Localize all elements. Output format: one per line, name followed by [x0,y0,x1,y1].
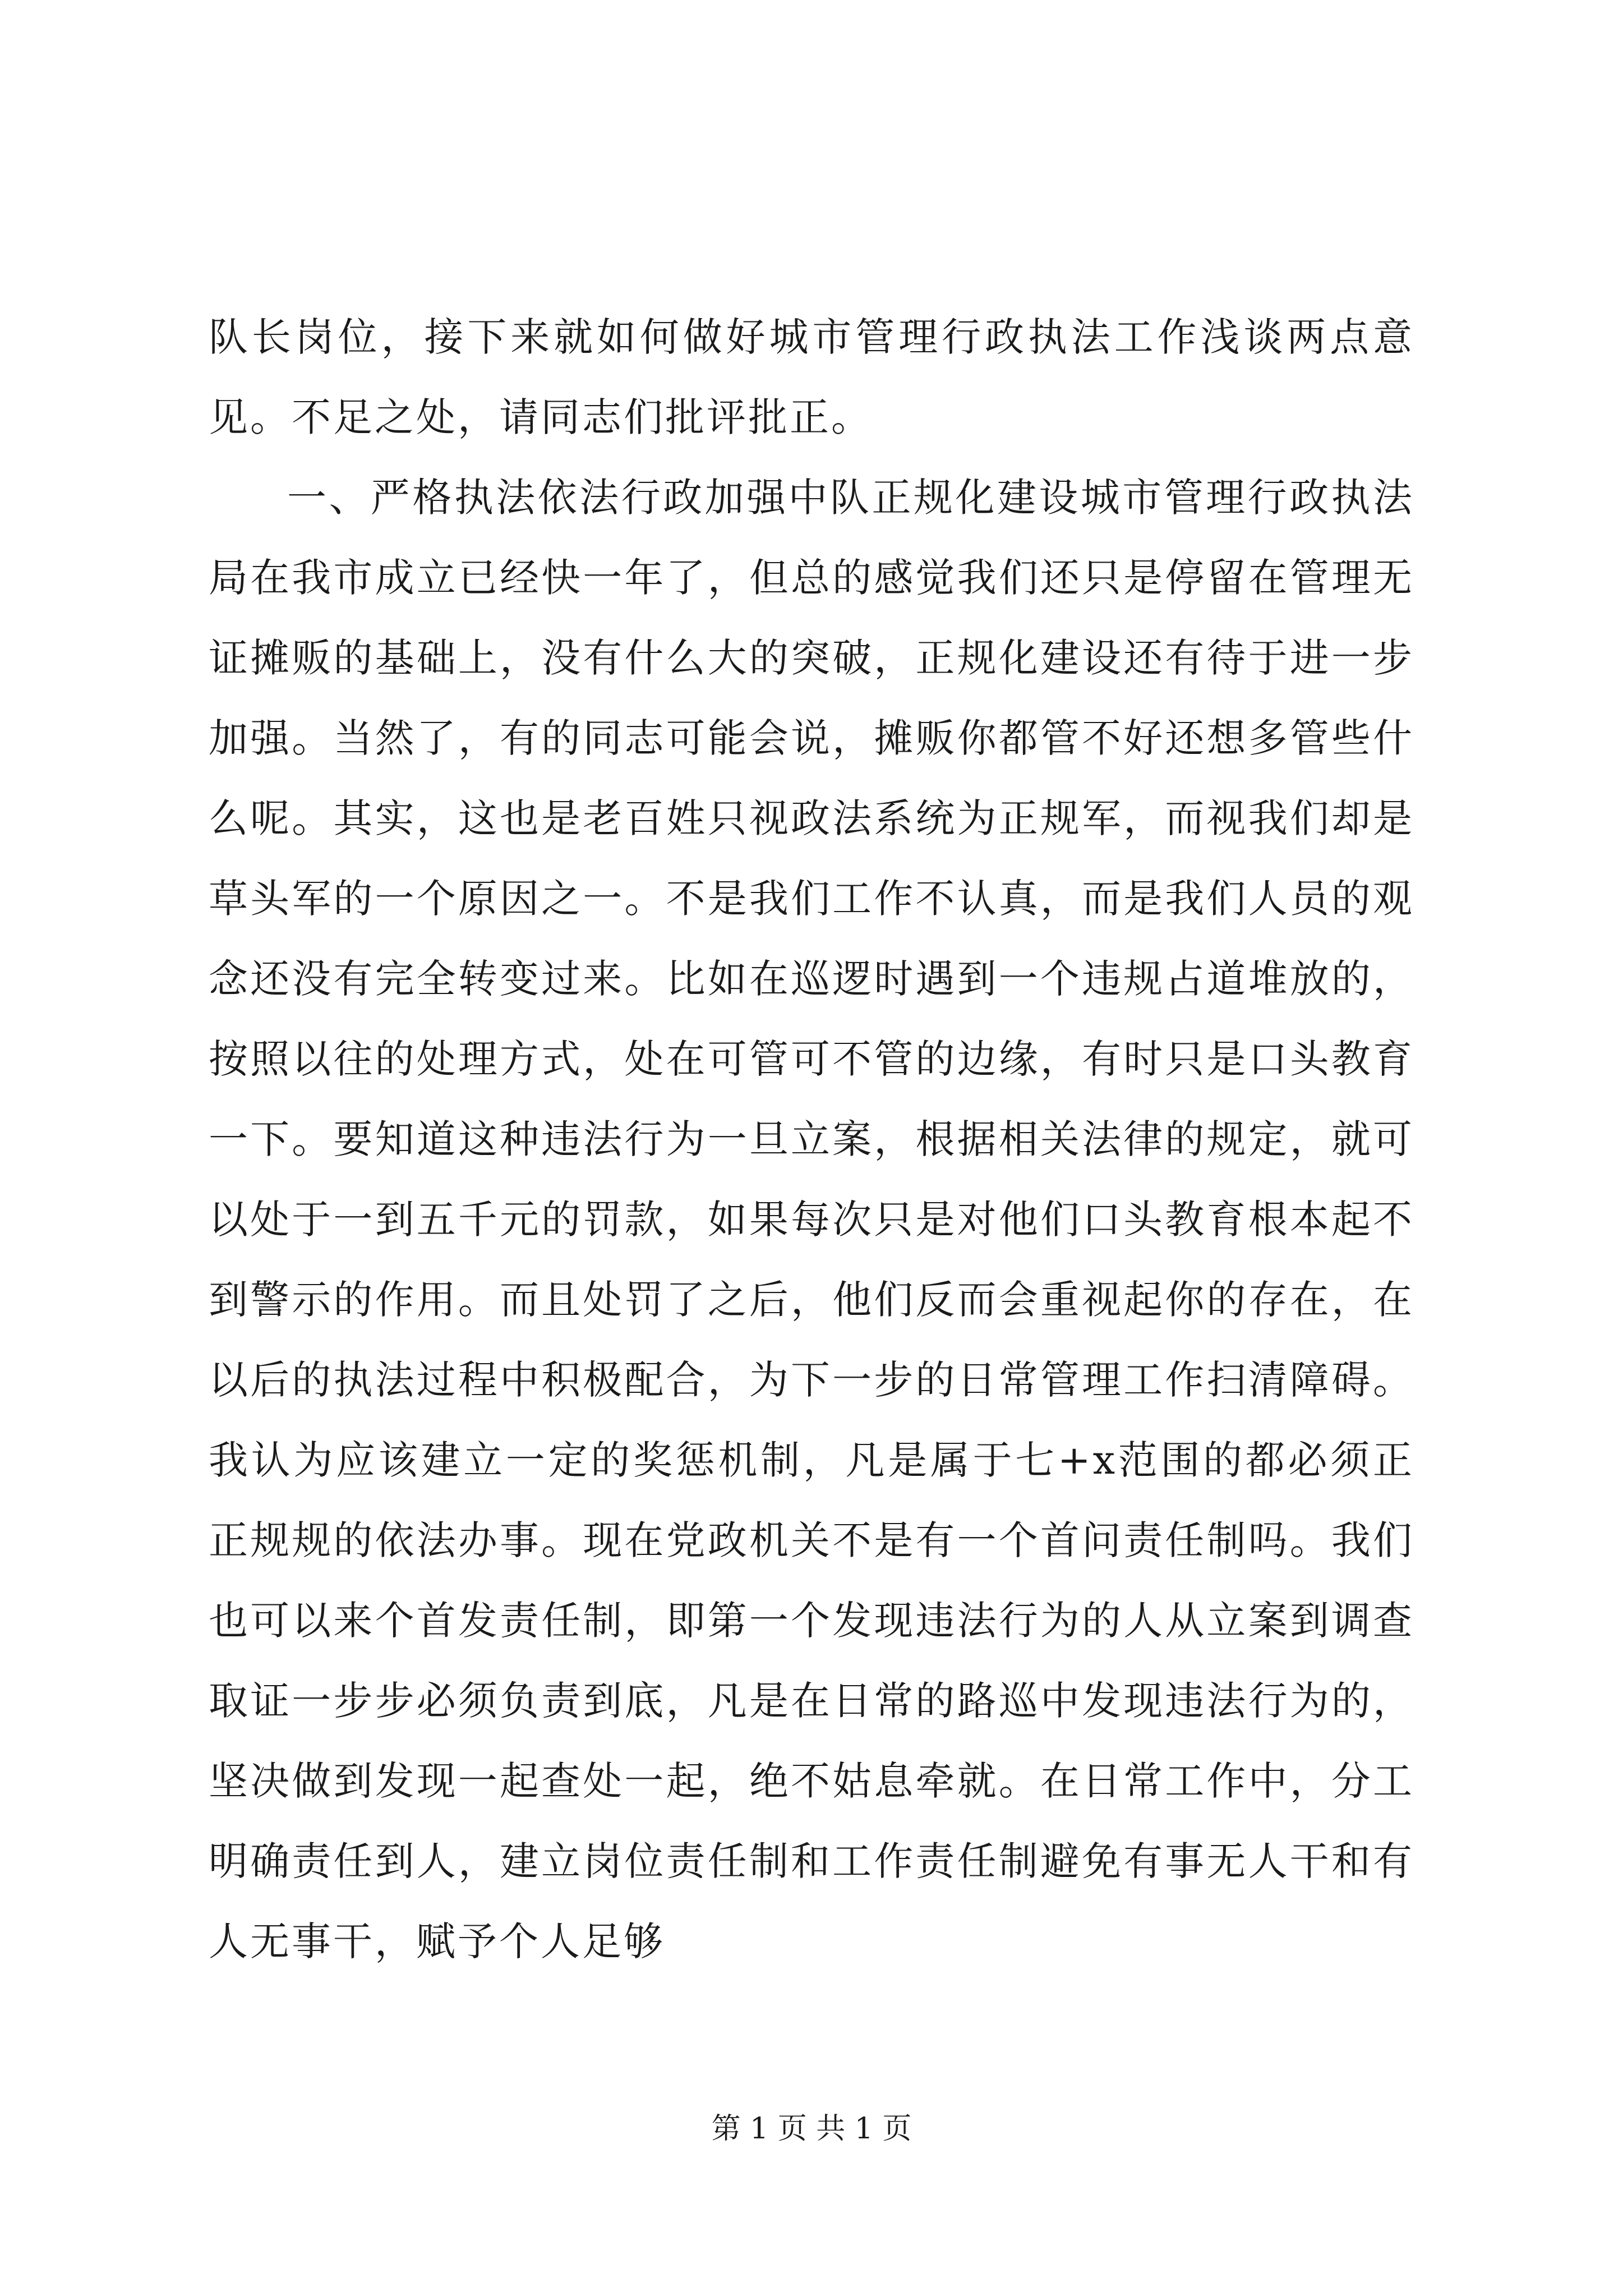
page-footer [0,2109,1623,2148]
body-text [209,297,1414,1982]
paragraph-2: 一、严格执法依法行政加强中队正规化建设城市管理行政执法局在我市成立已经快一年了，但总的感觉我们还只是停留在管理无证摊贩的基础上，没有什么大的突破，正规化建设还有待于进一步加强。当然了，有的同志可能会说，摊贩你都管不好还想多管些什么呢。其实，这也是老百姓只视政法系统为正规军，而视我们却是草头军的一个原因之一。不是我们工作不认真，而是我们人员的观念还没有完全转变过来。比如在巡逻时遇到一个违规占道堆放的，按照以往的处理方式，处在可管可不管的边缘，有时只是口头教育一下。要知道这种违法行为一旦立案，根据相关法律的规定，就可以处于一到五千元的罚款，如果每次只是对他们口头教育根本起不到警示的作用。而且处罚了之后，他们反而会重视起你的存在，在以后的执法过程中积极配合，为下一步的日常管理工作扫清障碍。我认为应该建立一定的奖惩机制，凡是属于七+x范围的都必须正正规规的依法办事。现在党政机关不是有一个首问责任制吗。我们也可以来个首发责任制，即第一个发现违法行为的人从立案到调查取证一步步必须负责到底，凡是在日常的路巡中发现违法行为的，坚决做到发现一起查处一起，绝不姑息牵就。在日常工作中，分工明确责任到人，建立岗位责任制和工作责任制避免有事无人干和有人无事干，赋予个人足够 [209,475,1414,1964]
paragraph-1: 队长岗位，接下来就如何做好城市管理行政执法工作浅谈两点意见。不足之处，请同志们批评批正。 [209,314,1414,440]
page-number-label: 第 1 页 共 1 页 [711,2112,912,2146]
